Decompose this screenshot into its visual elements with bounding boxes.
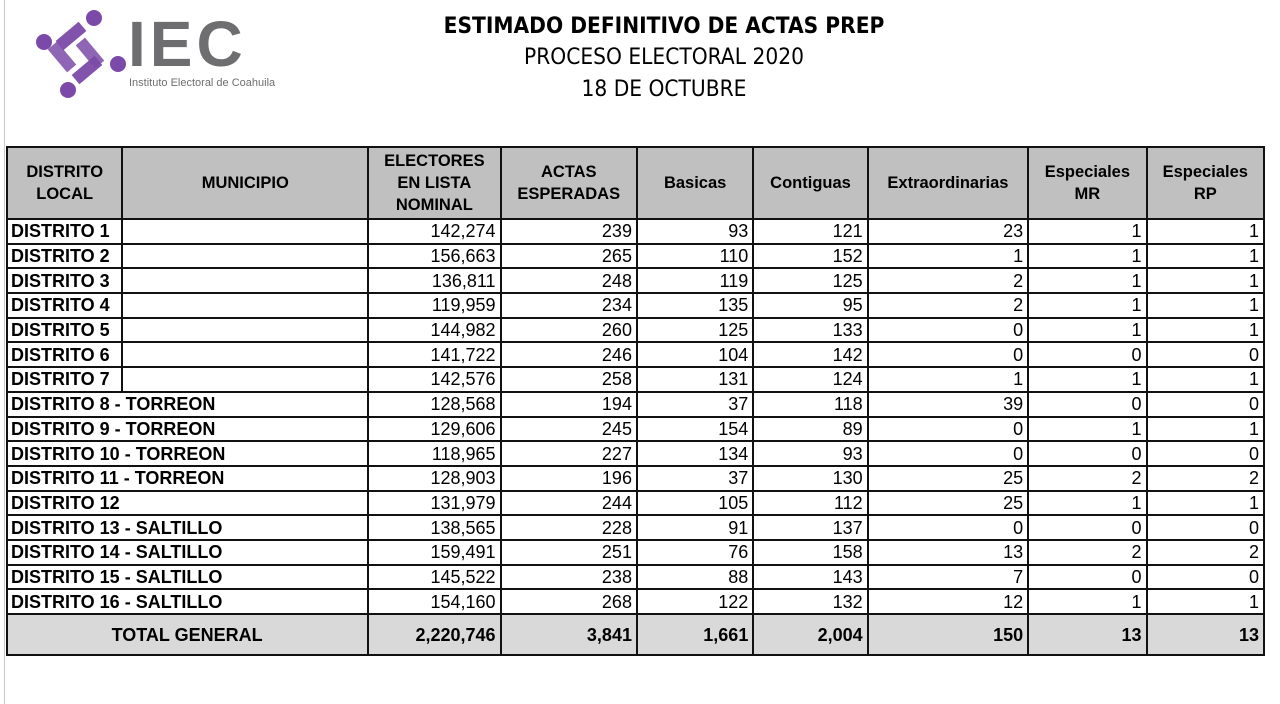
cell-esp-mr: 0 — [1028, 565, 1146, 590]
cell-esp-rp: 0 — [1147, 392, 1264, 417]
cell-actas: 251 — [501, 540, 637, 565]
report-title: ESTIMADO DEFINITIVO DE ACTAS PREP — [443, 14, 885, 39]
cell-contiguas: 152 — [753, 244, 867, 269]
table-row — [7, 367, 1264, 392]
cell-basicas: 93 — [637, 219, 753, 244]
cell-basicas: 37 — [637, 392, 753, 417]
cell-extraordinarias: 0 — [868, 417, 1029, 442]
cell-esp-rp: 0 — [1147, 515, 1264, 540]
cell-extraordinarias: 2 — [868, 293, 1029, 318]
cell-esp-rp: 1 — [1147, 367, 1264, 392]
cell-actas: 258 — [501, 367, 637, 392]
cell-basicas: 135 — [637, 293, 753, 318]
cell-extraordinarias: 0 — [868, 318, 1029, 343]
cell-esp-rp: 0 — [1147, 342, 1264, 367]
cell-esp-mr: 0 — [1028, 441, 1146, 466]
cell-esp-rp: 1 — [1147, 491, 1264, 516]
total-basicas: 1,661 — [637, 614, 753, 655]
cell-electores: 159,491 — [368, 540, 500, 565]
cell-esp-rp: 1 — [1147, 417, 1264, 442]
cell-actas: 246 — [501, 342, 637, 367]
cell-actas: 238 — [501, 565, 637, 590]
cell-actas: 244 — [501, 491, 637, 516]
cell-actas: 196 — [501, 466, 637, 491]
cell-electores: 145,522 — [368, 565, 500, 590]
cell-basicas: 88 — [637, 565, 753, 590]
cell-electores: 128,903 — [368, 466, 500, 491]
cell-basicas: 110 — [637, 244, 753, 269]
col-header-contiguas: Contiguas — [753, 147, 867, 219]
cell-distrito: DISTRITO 6 — [7, 342, 122, 367]
cell-actas: 268 — [501, 589, 637, 614]
cell-electores: 131,979 — [368, 491, 500, 516]
cell-electores: 118,965 — [368, 441, 500, 466]
col-header-especiales-rp: Especiales RP — [1147, 147, 1264, 219]
cell-contiguas: 133 — [753, 318, 867, 343]
cell-contiguas: 124 — [753, 367, 867, 392]
cell-basicas: 104 — [637, 342, 753, 367]
cell-contiguas: 142 — [753, 342, 867, 367]
cell-esp-rp: 1 — [1147, 293, 1264, 318]
cell-electores: 119,959 — [368, 293, 500, 318]
table-row — [7, 491, 1264, 516]
cell-distrito: DISTRITO 3 — [7, 268, 122, 293]
cell-actas: 260 — [501, 318, 637, 343]
table-row — [7, 515, 1264, 540]
table-row — [7, 268, 1264, 293]
cell-esp-mr: 2 — [1028, 466, 1146, 491]
cell-basicas: 131 — [637, 367, 753, 392]
table-row — [7, 342, 1264, 367]
total-contiguas: 2,004 — [753, 614, 867, 655]
cell-basicas: 119 — [637, 268, 753, 293]
cell-extraordinarias: 0 — [868, 515, 1029, 540]
cell-esp-mr: 1 — [1028, 417, 1146, 442]
cell-distrito: DISTRITO 7 — [7, 367, 122, 392]
cell-extraordinarias: 1 — [868, 367, 1029, 392]
cell-distrito: DISTRITO 13 - SALTILLO — [7, 515, 368, 540]
logo-subtitle: Instituto Electoral de Coahuila — [129, 77, 276, 89]
cell-municipio — [122, 268, 368, 293]
cell-esp-rp: 1 — [1147, 268, 1264, 293]
cell-extraordinarias: 7 — [868, 565, 1029, 590]
cell-contiguas: 93 — [753, 441, 867, 466]
cell-extraordinarias: 25 — [868, 466, 1029, 491]
report-date: 18 DE OCTUBRE — [581, 77, 747, 102]
table-row — [7, 318, 1264, 343]
cell-distrito: DISTRITO 1 — [7, 219, 122, 244]
cell-basicas: 37 — [637, 466, 753, 491]
cell-actas: 248 — [501, 268, 637, 293]
cell-electores: 136,811 — [368, 268, 500, 293]
cell-contiguas: 137 — [753, 515, 867, 540]
cell-actas: 227 — [501, 441, 637, 466]
cell-actas: 228 — [501, 515, 637, 540]
iec-logo-icon — [34, 8, 130, 100]
cell-contiguas: 132 — [753, 589, 867, 614]
total-label: TOTAL GENERAL — [7, 614, 368, 655]
cell-esp-rp: 0 — [1147, 441, 1264, 466]
total-actas: 3,841 — [501, 614, 637, 655]
cell-distrito: DISTRITO 2 — [7, 244, 122, 269]
cell-basicas: 105 — [637, 491, 753, 516]
cell-contiguas: 89 — [753, 417, 867, 442]
cell-electores: 142,274 — [368, 219, 500, 244]
cell-esp-mr: 1 — [1028, 268, 1146, 293]
cell-actas: 245 — [501, 417, 637, 442]
cell-esp-rp: 2 — [1147, 466, 1264, 491]
cell-extraordinarias: 2 — [868, 268, 1029, 293]
total-esp-mr: 13 — [1028, 614, 1146, 655]
cell-electores: 128,568 — [368, 392, 500, 417]
cell-actas: 265 — [501, 244, 637, 269]
cell-distrito: DISTRITO 9 - TORREON — [7, 417, 368, 442]
cell-extraordinarias: 0 — [868, 342, 1029, 367]
cell-esp-mr: 1 — [1028, 589, 1146, 614]
cell-esp-mr: 2 — [1028, 540, 1146, 565]
table-row — [7, 219, 1264, 244]
cell-actas: 239 — [501, 219, 637, 244]
cell-extraordinarias: 25 — [868, 491, 1029, 516]
cell-esp-mr: 1 — [1028, 367, 1146, 392]
total-electores: 2,220,746 — [368, 614, 500, 655]
cell-esp-mr: 0 — [1028, 515, 1146, 540]
cell-distrito: DISTRITO 5 — [7, 318, 122, 343]
cell-distrito: DISTRITO 10 - TORREON — [7, 441, 368, 466]
cell-electores: 156,663 — [368, 244, 500, 269]
logo-brand: IEC — [128, 8, 247, 80]
table-row — [7, 293, 1264, 318]
col-header-distrito: DISTRITO LOCAL — [7, 147, 122, 219]
cell-municipio — [122, 318, 368, 343]
iec-logo — [34, 8, 294, 100]
col-header-actas: ACTAS ESPERADAS — [501, 147, 637, 219]
cell-distrito: DISTRITO 15 - SALTILLO — [7, 565, 368, 590]
cell-esp-rp: 1 — [1147, 318, 1264, 343]
cell-distrito: DISTRITO 16 - SALTILLO — [7, 589, 368, 614]
cell-electores: 142,576 — [368, 367, 500, 392]
cell-basicas: 91 — [637, 515, 753, 540]
cell-electores: 144,982 — [368, 318, 500, 343]
table-row — [7, 392, 1264, 417]
cell-esp-rp: 0 — [1147, 565, 1264, 590]
cell-electores: 154,160 — [368, 589, 500, 614]
cell-extraordinarias: 0 — [868, 441, 1029, 466]
col-header-especiales-mr: Especiales MR — [1028, 147, 1146, 219]
cell-esp-rp: 1 — [1147, 219, 1264, 244]
cell-basicas: 125 — [637, 318, 753, 343]
cell-esp-rp: 1 — [1147, 244, 1264, 269]
table-row — [7, 565, 1264, 590]
cell-contiguas: 143 — [753, 565, 867, 590]
cell-contiguas: 130 — [753, 466, 867, 491]
cell-esp-mr: 1 — [1028, 491, 1146, 516]
cell-esp-mr: 1 — [1028, 219, 1146, 244]
cell-contiguas: 118 — [753, 392, 867, 417]
table-header-row — [7, 147, 1264, 219]
report-subtitle: PROCESO ELECTORAL 2020 — [524, 45, 804, 70]
table-row — [7, 417, 1264, 442]
cell-municipio — [122, 219, 368, 244]
cell-municipio — [122, 342, 368, 367]
cell-basicas: 76 — [637, 540, 753, 565]
cell-esp-mr: 1 — [1028, 318, 1146, 343]
cell-esp-mr: 1 — [1028, 293, 1146, 318]
cell-extraordinarias: 12 — [868, 589, 1029, 614]
col-header-electores: ELECTORES EN LISTA NOMINAL — [368, 147, 500, 219]
cell-actas: 194 — [501, 392, 637, 417]
cell-distrito: DISTRITO 12 — [7, 491, 368, 516]
cell-municipio — [122, 244, 368, 269]
cell-electores: 138,565 — [368, 515, 500, 540]
cell-actas: 234 — [501, 293, 637, 318]
cell-contiguas: 125 — [753, 268, 867, 293]
cell-distrito: DISTRITO 8 - TORREON — [7, 392, 368, 417]
cell-distrito: DISTRITO 11 - TORREON — [7, 466, 368, 491]
table-row — [7, 466, 1264, 491]
cell-distrito: DISTRITO 14 - SALTILLO — [7, 540, 368, 565]
cell-municipio — [122, 293, 368, 318]
cell-basicas: 122 — [637, 589, 753, 614]
cell-contiguas: 158 — [753, 540, 867, 565]
col-header-basicas: Basicas — [637, 147, 753, 219]
col-header-municipio: MUNICIPIO — [122, 147, 368, 219]
table-row — [7, 244, 1264, 269]
cell-esp-mr: 1 — [1028, 244, 1146, 269]
report-header — [360, 12, 968, 106]
table-row — [7, 589, 1264, 614]
cell-extraordinarias: 13 — [868, 540, 1029, 565]
cell-esp-mr: 0 — [1028, 392, 1146, 417]
cell-esp-mr: 0 — [1028, 342, 1146, 367]
cell-basicas: 154 — [637, 417, 753, 442]
cell-contiguas: 95 — [753, 293, 867, 318]
cell-extraordinarias: 1 — [868, 244, 1029, 269]
total-row — [7, 614, 1264, 655]
cell-municipio — [122, 367, 368, 392]
cell-extraordinarias: 23 — [868, 219, 1029, 244]
cell-esp-rp: 2 — [1147, 540, 1264, 565]
table-row — [7, 441, 1264, 466]
sheet-gridline — [4, 0, 5, 704]
cell-electores: 129,606 — [368, 417, 500, 442]
actas-table — [6, 146, 1265, 656]
cell-contiguas: 121 — [753, 219, 867, 244]
total-extraordinarias: 150 — [868, 614, 1029, 655]
cell-distrito: DISTRITO 4 — [7, 293, 122, 318]
cell-basicas: 134 — [637, 441, 753, 466]
cell-extraordinarias: 39 — [868, 392, 1029, 417]
cell-contiguas: 112 — [753, 491, 867, 516]
table-row — [7, 540, 1264, 565]
total-esp-rp: 13 — [1147, 614, 1264, 655]
cell-electores: 141,722 — [368, 342, 500, 367]
cell-esp-rp: 1 — [1147, 589, 1264, 614]
col-header-extraordinarias: Extraordinarias — [868, 147, 1029, 219]
